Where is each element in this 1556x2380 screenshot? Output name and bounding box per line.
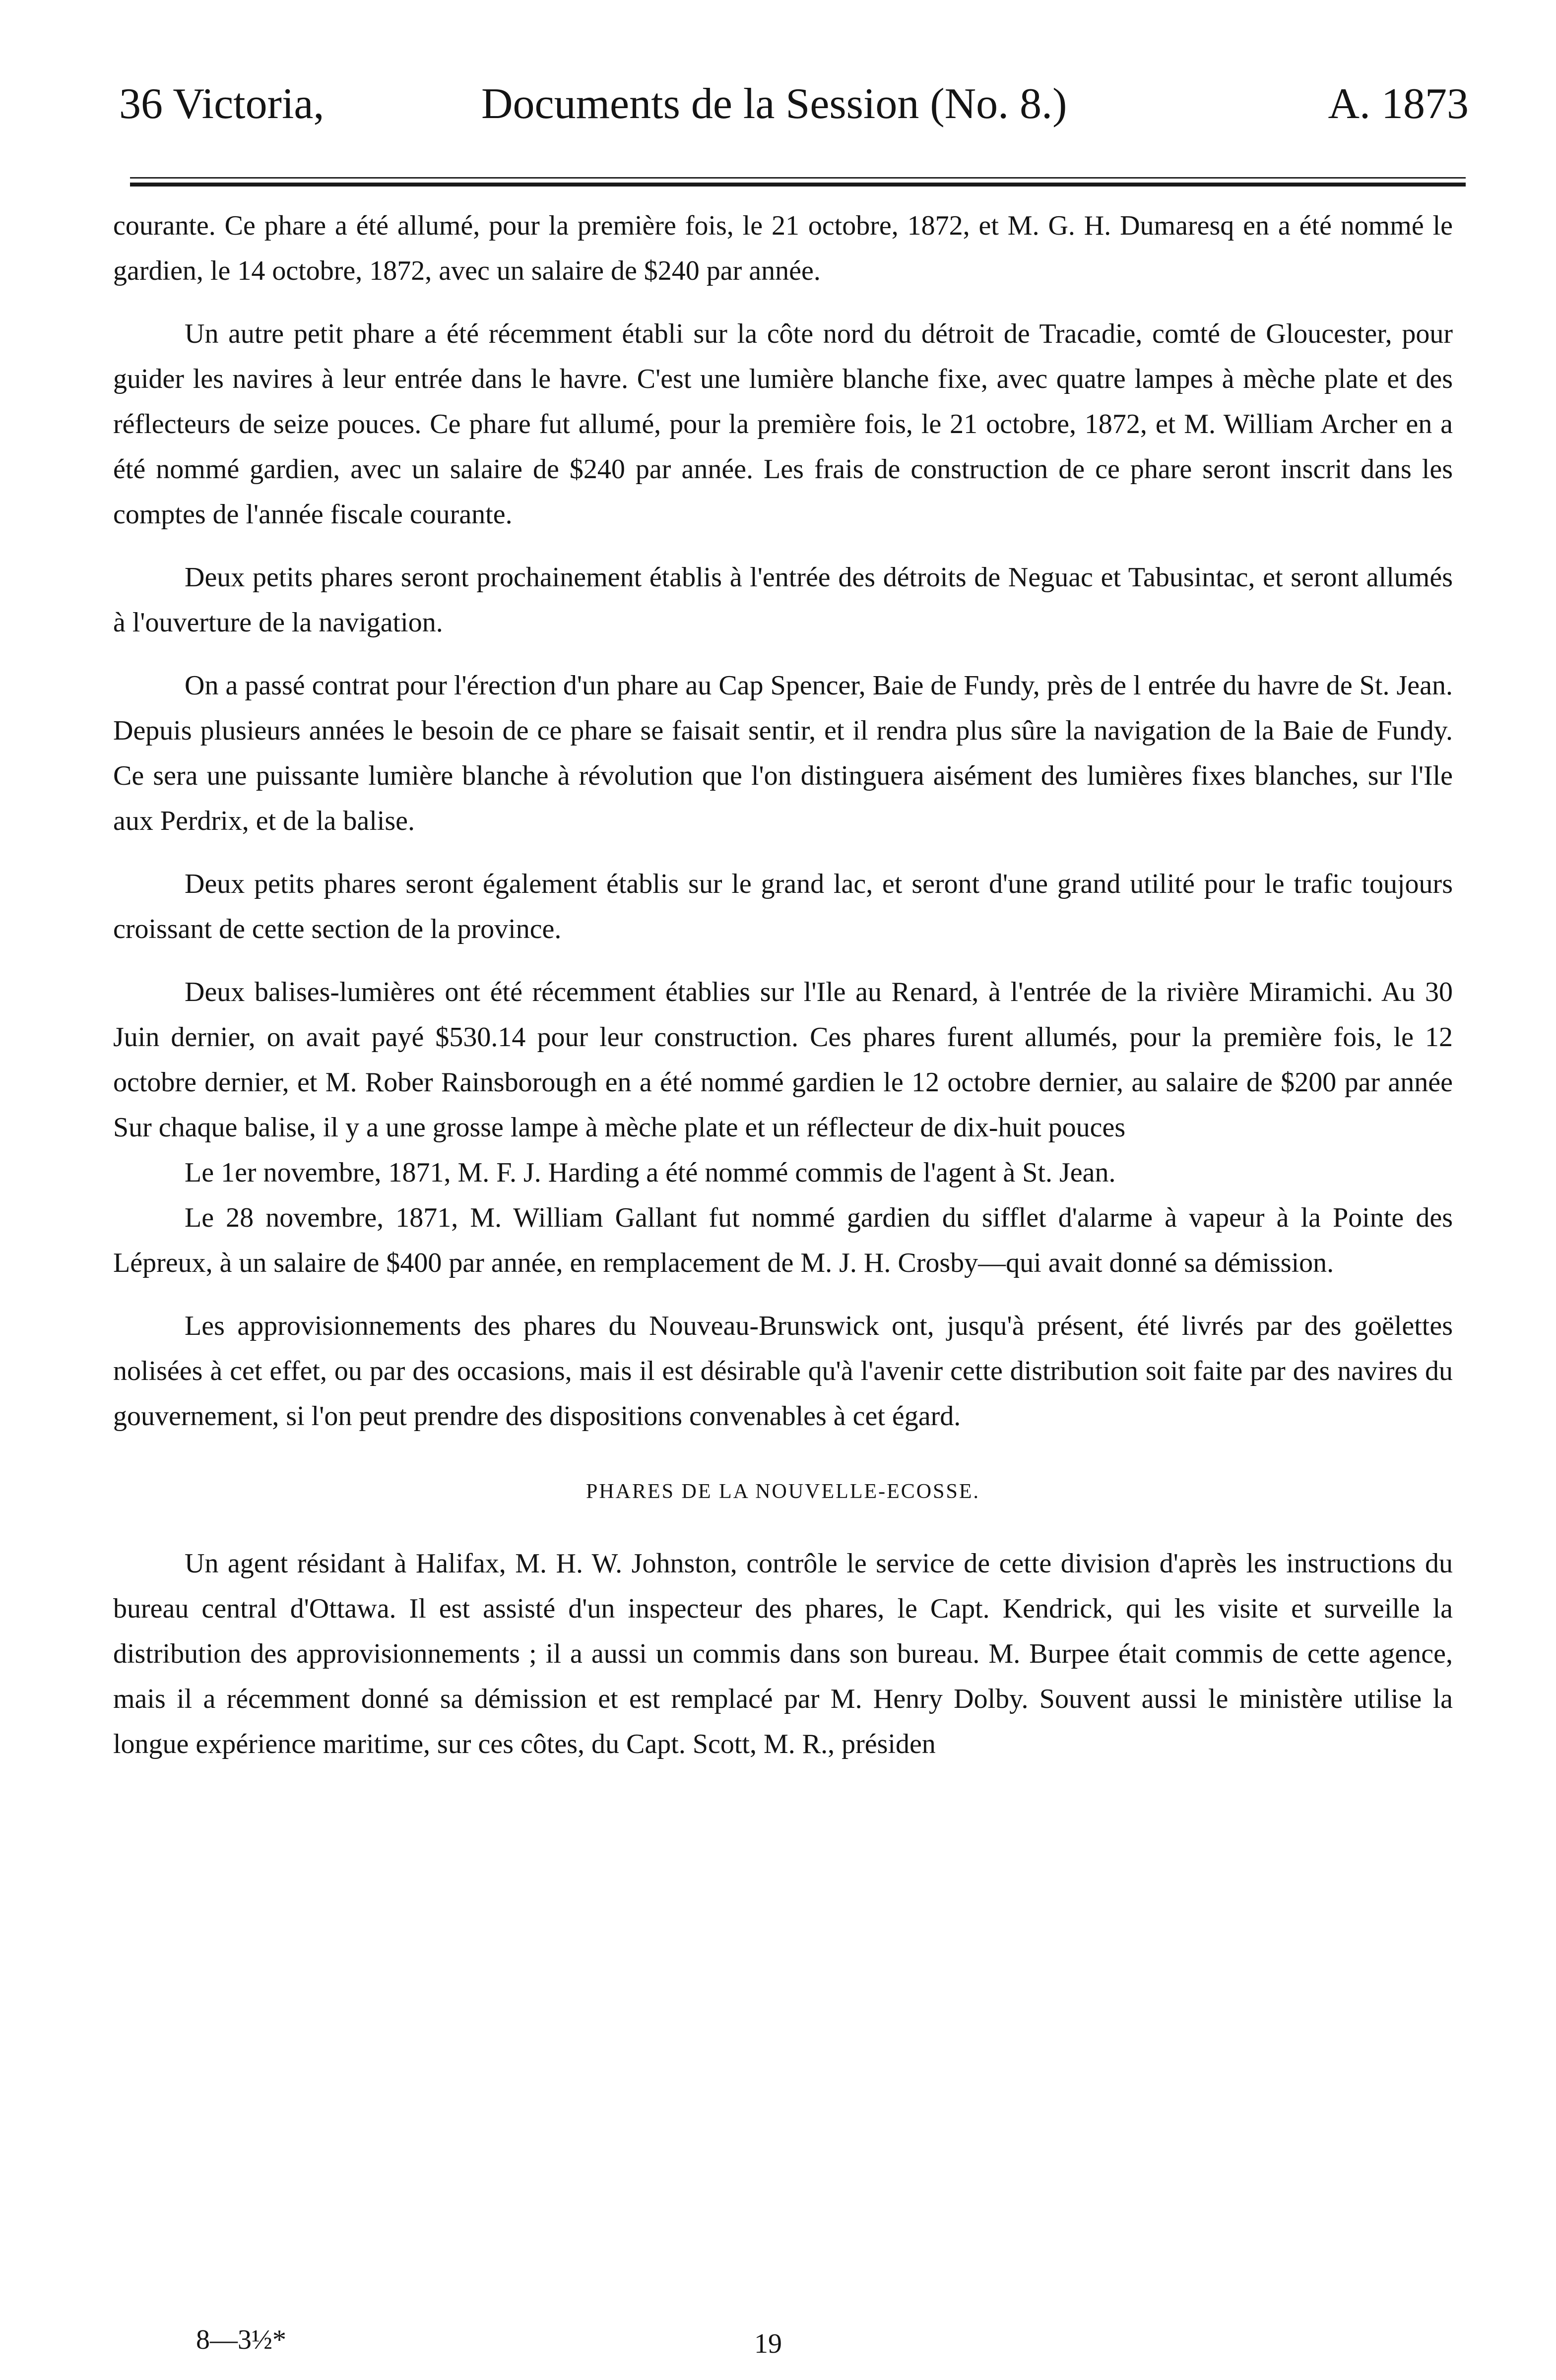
page-number: 19	[754, 2328, 782, 2359]
header-rule-thin	[130, 177, 1466, 179]
paragraph-miramichi: Deux balises-lumières ont été récemment établies sur l'Ile au Renard, à l'entrée de la rivière Miramichi. Au 30 Juin dernier, on avait payé $530.14 pour leur construction. Ces phares furent allumés, pour la première fois, le 12 octobre dernier, et M. Rober Rainsborough en a été nommé gardien le 12 octobre dernier, au salaire de $200 par année Sur chaque balise, il y a une grosse lampe à mèche plate et un réflecteur de dix-huit pouces	[113, 977, 1453, 1143]
paragraph-tracadie: Un autre petit phare a été récemment établi sur la côte nord du détroit de Tracadie, comté de Gloucester, pour guider les navires à leur entrée dans le havre. C'est une lumière blanche fixe, avec quatre lampes à mèche plate et des réflecteurs de seize pouces. Ce phare fut allumé, pour la première fois, le 21 octobre, 1872, et M. William Archer en a été nommé gardien, avec un salaire de $240 par année. Les frais de construction de ce phare seront inscrit dans les comptes de l'année fiscale courante.	[113, 318, 1453, 530]
header-rule-thick	[130, 183, 1466, 187]
header-year: A. 1873	[1328, 80, 1469, 128]
header-volume: 36 Victoria,	[119, 80, 324, 128]
paragraph-gallant: Le 28 novembre, 1871, M. William Gallant fut nommé gardien du sifflet d'alarme à vapeur à la Pointe des Lépreux, à un salaire de $400 par année, en remplacement de M. J. H. Crosby—qui avait donné sa démission.	[113, 1202, 1453, 1278]
page-body	[113, 203, 1453, 1785]
footer-signature: 8—3½*	[196, 2324, 286, 2355]
paragraph-dumaresq: courante. Ce phare a été allumé, pour la première fois, le 21 octobre, 1872, et M. G. H. Dumaresq en a été nommé le gardien, le 14 octobre, 1872, avec un salaire de $240 par année.	[113, 210, 1453, 286]
paragraph-approvisionnements: Les approvisionnements des phares du Nouveau-Brunswick ont, jusqu'à présent, été livrés par des goëlettes nolisées à cet effet, ou par des occasions, mais il est désirable qu'à l'avenir cette distribution soit faite par des navires du gouvernement, si l'on peut prendre des dispositions convenables à cet égard.	[113, 1311, 1453, 1432]
paragraph-grand-lac: Deux petits phares seront également établis sur le grand lac, et seront d'une grand utilité pour le trafic toujours croissant de cette section de la province.	[113, 869, 1453, 944]
header-title: Documents de la Session (No. 8.)	[481, 80, 1067, 128]
paragraph-halifax: Un agent résidant à Halifax, M. H. W. Johnston, contrôle le service de cette division d'après les instructions du bureau central d'Ottawa. Il est assisté d'un inspecteur des phares, le Capt. Kendrick, qui les visite et surveille la distribution des approvisionnements ; il a aussi un commis dans son bureau. M. Burpee était commis de cette agence, mais il a récemment donné sa démission et est remplacé par M. Henry Dolby. Souvent aussi le ministère utilise la longue expérience maritime, sur ces côtes, du Capt. Scott, M. R., présiden	[113, 1548, 1453, 1759]
section-heading: PHARES DE LA NOUVELLE-ECOSSE.	[585, 1480, 980, 1503]
paragraph-cap-spencer: On a passé contrat pour l'érection d'un phare au Cap Spencer, Baie de Fundy, près de l entrée du havre de St. Jean. Depuis plusieurs années le besoin de ce phare se faisait sentir, et il rendra plus sûre la navigation de la Baie de Fundy. Ce sera une puissante lumière blanche à révolution que l'on distinguera aisément des lumières fixes blanches, sur l'Ile aux Perdrix, et de la balise.	[113, 670, 1453, 836]
paragraph-harding: Le 1er novembre, 1871, M. F. J. Harding a été nommé commis de l'agent à St. Jean.	[185, 1157, 1116, 1188]
running-header	[119, 74, 1469, 139]
paragraph-neguac: Deux petits phares seront prochainement établis à l'entrée des détroits de Neguac et Tabusintac, et seront allumés à l'ouverture de la navigation.	[113, 562, 1453, 638]
